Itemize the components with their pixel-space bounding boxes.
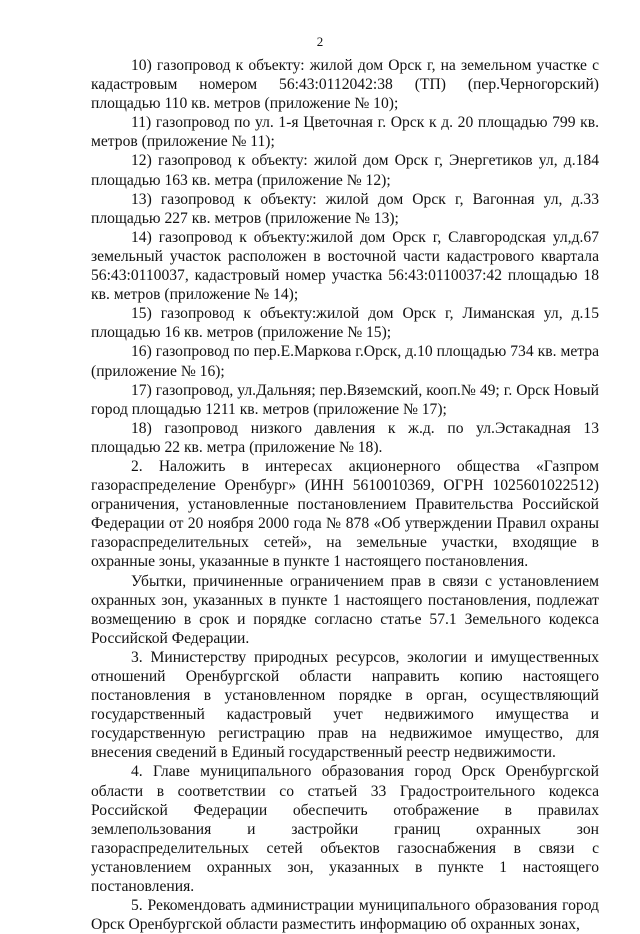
document-body xyxy=(91,56,599,934)
list-item-10: 10) газопровод к объекту: жилой дом Орск г, на земельном участке с кадастровым номером 56:43:0112042:38 (ТП) (пер.Черногорский) площадью 110 кв. метров (приложение № 10); xyxy=(91,57,599,113)
list-item-11: 11) газопровод по ул. 1-я Цветочная г. Орск к д. 20 площадью 799 кв. метров (приложение № 11); xyxy=(91,114,599,151)
list-item-12: 12) газопровод к объекту: жилой дом Орск г, Энергетиков ул, д.184 площадью 163 кв. метра (приложение № 12); xyxy=(91,152,599,189)
list-item-17: 17) газопровод, ул.Дальняя; пер.Вяземский, кооп.№ 49; г. Орск Новый город площадью 1211 кв. метров (приложение № 17); xyxy=(91,381,599,418)
list-item-13: 13) газопровод к объекту: жилой дом Орск г, Вагонная ул, д.33 площадью 227 кв. метров (приложение № 13); xyxy=(91,190,599,227)
clause-2-damages: Убытки, причиненные ограничением прав в связи с установлением охранных зон, указанных в пункте 1 настоящего постановления, подлежат возмещению в срок и порядке согласно статье 57.1 Земельного кодекса Российской Федерации. xyxy=(91,572,599,647)
clause-3: 3. Министерству природных ресурсов, экологии и имущественных отношений Оренбургской области направить копию настоящего постановления в установленном порядке в орган, осуществляющий государственный кадастровый учет недвижимого имущества и государственную регистрацию прав на недвижимое имущество, для внесения сведений в Единый государственный реестр недвижимости. xyxy=(91,648,599,762)
clause-4: 4. Главе муниципального образования город Орск Оренбургской области в соответствии со статьей 33 Градостроительного кодекса Российской Федерации обеспечить отображение в правилах землепользования и застройки границ охранных зон газораспределительных сетей объектов газоснабжения в связи с установлением охранных зон, указанных в пункте 1 настоящего постановления. xyxy=(91,763,599,896)
list-item-15: 15) газопровод к объекту:жилой дом Орск г, Лиманская ул, д.15 площадью 16 кв. метров (приложение № 15); xyxy=(91,305,599,342)
list-item-14: 14) газопровод к объекту:жилой дом Орск г, Славгородская ул,д.67 земельный участок расположен в восточной части кадастрового квартала 56:43:0110037, кадастровый номер участка 56:43:0110037:42 площадью 18 кв. метров (приложение № 14); xyxy=(91,228,599,304)
list-item-18: 18) газопровод низкого давления к ж.д. по ул.Эстакадная 13 площадью 22 кв. метра (приложение № 18). xyxy=(91,419,599,456)
list-item-16: 16) газопровод по пер.Е.Маркова г.Орск, д.10 площадью 734 кв. метра (приложение № 16); xyxy=(91,343,599,380)
page-number: 2 xyxy=(316,34,324,49)
clause-5: 5. Рекомендовать администрации муниципального образования город Орск Оренбургской области разместить информацию об охранных зонах, xyxy=(91,897,599,934)
clause-2: 2. Наложить в интересах акционерного общества «Газпром газораспределение Оренбург» (ИНН 5610010369, ОГРН 1025601022512) ограничения, установленные постановлением Правительства Российской Федерации от 20 ноября 2000 года № 878 «Об утверждении Правил охраны газораспределительных сетей», на земельные участки, входящие в охранные зоны, указанные в пункте 1 настоящего постановления. xyxy=(91,457,599,571)
